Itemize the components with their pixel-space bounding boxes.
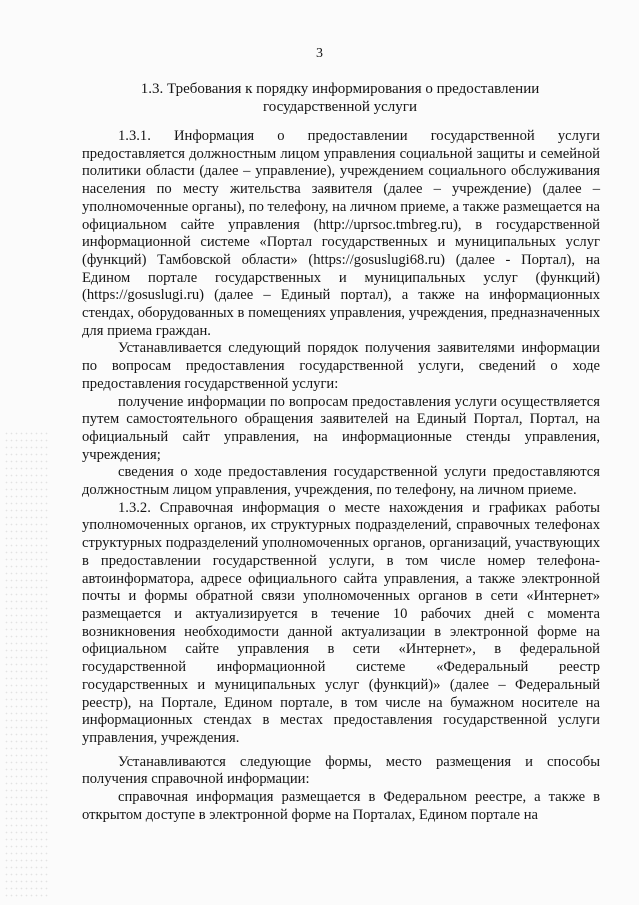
document-body — [82, 128, 600, 824]
section-heading — [80, 80, 600, 116]
paragraph-status-info: сведения о ходе предоставления государственной услуги предоставляются должностным лицом управления, учреждения, по телефону, на личном приеме. — [82, 464, 600, 499]
paragraph-1-3-1: 1.3.1. Информация о предоставлении государственной услуги предоставляется должностным лицом управления социальной защиты и семейной политики области (далее – управление), учреждением социального обслуживания населения по месту жительства заявителя (далее – учреждение) (далее – уполномоченные органы), по телефону, на личном приеме, а также размещается на официальном сайте управления (http://uprsoc.tmbreg.ru), в государственной информационной системе «Портал государственных и муниципальных услуг (функций) Тамбовской области» (https://gosuslugi68.ru) (далее - Портал), на Едином портале государственных и муниципальных услуг (функций) (https://gosuslugi.ru) (далее – Единый портал), а также на информационных стендах, оборудованных в помещениях управления, учреждения, предназначенных для приема граждан. — [82, 128, 600, 339]
section-heading-line-2: государственной услуги — [263, 99, 417, 115]
paragraph-1-3-2: 1.3.2. Справочная информация о месте нахождения и графиках работы уполномоченных органов, их структурных подразделений, справочных телефонах структурных подразделений уполномоченных органов, организаций, участвующих в предоставлении государственной услуги, в том числе номер телефона-автоинформатора, адресе официального сайта управления, а также электронной почты и формы обратной связи уполномоченных органов в сети «Интернет» размещается и актуализируется в течение 10 рабочих дней с момента возникновения необходимости данной актуализации в электронной форме на официальном сайте управления в сети «Интернет», в федеральной государственной информационной системе «Федеральный реестр государственных и муниципальных услуг (функций)» (далее – Федеральный реестр), на Портале, Едином портале, в том числе на бумажном носителе на информационных стендах в местах предоставления государственной услуги управления, учреждения. — [82, 499, 600, 746]
page-number: 3 — [316, 46, 323, 61]
paragraph-forms: Устанавливаются следующие формы, место размещения и способы получения справочной информации: — [82, 753, 600, 788]
paragraph-procedure: Устанавливается следующий порядок получения заявителями информации по вопросам предоставления государственной услуги, сведений о ходе предоставления государственной услуги: — [82, 340, 600, 392]
section-heading-line-1: 1.3. Требования к порядку информирования о предоставлении — [140, 81, 540, 97]
paragraph-obtaining-info: получение информации по вопросам предоставления услуги осуществляется путем самостоятельного обращения заявителей на Единый Портал, Портал, на официальный сайт управления, на информационные стенды управления, учреждения; — [82, 393, 600, 463]
scan-noise — [4, 430, 50, 900]
paragraph-reference-info: справочная информация размещается в Федеральном реестре, а также в открытом доступе в электронной форме на Порталах, Едином портале на — [82, 789, 600, 823]
